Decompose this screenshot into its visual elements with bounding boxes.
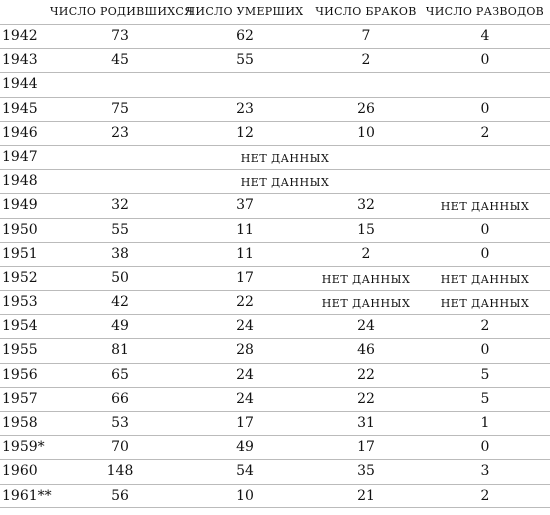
divorces-cell: 2 — [480, 318, 490, 335]
births-cell: 73 — [111, 28, 129, 44]
births-cell: 32 — [111, 197, 129, 214]
table-row — [0, 145, 550, 169]
births-cell: 49 — [111, 318, 129, 335]
table-row — [0, 121, 550, 145]
table-header — [0, 0, 550, 24]
year-cell: 1950 — [2, 221, 38, 238]
births-cell: 75 — [111, 100, 129, 117]
year-cell: 1960 — [2, 463, 38, 480]
marriages-cell: 31 — [357, 415, 375, 431]
year-cell: 1959* — [2, 439, 45, 456]
marriages-cell: 32 — [357, 197, 375, 214]
divorces-cell: 2 — [480, 124, 490, 141]
births-cell: 23 — [111, 124, 129, 141]
table-row — [0, 484, 550, 508]
divorces-cell: 0 — [480, 100, 490, 117]
table-row — [0, 338, 550, 362]
year-cell: 1952 — [2, 269, 38, 286]
deaths-cell: 24 — [236, 318, 254, 335]
births-cell: 65 — [111, 366, 129, 383]
table-row — [0, 435, 550, 459]
year-cell: 1961** — [2, 487, 52, 504]
deaths-cell: 37 — [236, 197, 254, 214]
births-cell: 56 — [111, 487, 129, 504]
births-cell: 45 — [111, 52, 129, 69]
year-cell: 1944 — [2, 76, 38, 93]
year-cell: 1957 — [2, 390, 38, 407]
divorces-cell: 5 — [480, 366, 490, 383]
deaths-cell: 28 — [236, 342, 254, 359]
table-row — [0, 266, 550, 290]
year-cell: 1951 — [2, 245, 38, 262]
year-cell: 1947 — [2, 148, 38, 165]
births-cell: 42 — [111, 294, 129, 311]
year-cell: 1954 — [2, 318, 38, 335]
year-cell: 1955 — [2, 342, 38, 359]
births-cell: 70 — [111, 439, 129, 456]
table-row — [0, 459, 550, 483]
births-cell: 81 — [111, 342, 129, 359]
births-cell: 53 — [111, 415, 129, 431]
table-row — [0, 48, 550, 72]
deaths-cell: 55 — [236, 52, 254, 69]
divorces-cell: 1 — [480, 415, 490, 431]
divorces-cell: НЕТ ДАННЫХ — [440, 200, 530, 214]
divorces-cell: 5 — [480, 390, 490, 407]
marriages-cell: 24 — [357, 318, 375, 335]
divorces-cell: 4 — [480, 28, 490, 44]
divorces-cell: НЕТ ДАННЫХ — [440, 297, 530, 311]
deaths-cell: 24 — [236, 390, 254, 407]
divorces-cell: 0 — [480, 245, 490, 262]
deaths-cell: 24 — [236, 366, 254, 383]
deaths-cell: 49 — [236, 439, 254, 456]
year-cell: 1945 — [2, 100, 38, 117]
header-marriages: ЧИСЛО БРАКОВ — [315, 5, 417, 18]
year-cell: 1946 — [2, 124, 38, 141]
divorces-cell: 0 — [480, 52, 490, 69]
year-cell: 1948 — [2, 173, 38, 190]
marriages-cell: 21 — [357, 487, 375, 504]
divorces-cell: 0 — [480, 342, 490, 359]
deaths-cell: 12 — [236, 124, 254, 141]
no-data-cell: НЕТ ДАННЫХ — [240, 176, 330, 190]
marriages-cell: 2 — [361, 52, 371, 69]
year-cell: 1943 — [2, 52, 38, 69]
deaths-cell: 11 — [236, 221, 254, 238]
table-row — [0, 314, 550, 338]
deaths-cell: 62 — [236, 28, 254, 44]
births-cell: 55 — [111, 221, 129, 238]
year-cell: 1942 — [2, 28, 38, 44]
deaths-cell: 10 — [236, 487, 254, 504]
births-cell: 50 — [111, 269, 129, 286]
table-row — [0, 193, 550, 217]
table-row — [0, 169, 550, 193]
no-data-cell: НЕТ ДАННЫХ — [240, 151, 330, 165]
table-row — [0, 24, 550, 48]
marriages-cell: 35 — [357, 463, 375, 480]
table-body — [0, 24, 550, 508]
deaths-cell: 17 — [236, 415, 254, 431]
marriages-cell: 22 — [357, 366, 375, 383]
table-row — [0, 411, 550, 435]
header-births: ЧИСЛО РОДИВШИХСЯ — [50, 5, 194, 18]
table-row — [0, 97, 550, 121]
year-cell: 1958 — [2, 415, 38, 431]
marriages-cell: 17 — [357, 439, 375, 456]
table-row — [0, 242, 550, 266]
divorces-cell: 2 — [480, 487, 490, 504]
header-divorces: ЧИСЛО РАЗВОДОВ — [425, 5, 545, 18]
divorces-cell: 0 — [480, 221, 490, 238]
marriages-cell: 7 — [361, 28, 371, 44]
marriages-cell: 46 — [357, 342, 375, 359]
year-cell: 1953 — [2, 294, 38, 311]
table-row — [0, 363, 550, 387]
marriages-cell: 26 — [357, 100, 375, 117]
header-deaths: ЧИСЛО УМЕРШИХ — [186, 5, 304, 18]
divorces-cell: НЕТ ДАННЫХ — [440, 272, 530, 286]
births-cell: 148 — [106, 463, 134, 480]
year-cell: 1949 — [2, 197, 38, 214]
table-row — [0, 387, 550, 411]
deaths-cell: 11 — [236, 245, 254, 262]
marriages-cell: 22 — [357, 390, 375, 407]
births-cell: 38 — [111, 245, 129, 262]
marriages-cell: НЕТ ДАННЫХ — [321, 272, 411, 286]
deaths-cell: 54 — [236, 463, 254, 480]
divorces-cell: 3 — [480, 463, 490, 480]
marriages-cell: НЕТ ДАННЫХ — [321, 297, 411, 311]
table-row — [0, 72, 550, 96]
marriages-cell: 10 — [357, 124, 375, 141]
marriages-cell: 15 — [357, 221, 375, 238]
births-cell: 66 — [111, 390, 129, 407]
deaths-cell: 23 — [236, 100, 254, 117]
table-row — [0, 218, 550, 242]
deaths-cell: 17 — [236, 269, 254, 286]
marriages-cell: 2 — [361, 245, 371, 262]
deaths-cell: 22 — [236, 294, 254, 311]
table-row — [0, 290, 550, 314]
divorces-cell: 0 — [480, 439, 490, 456]
year-cell: 1956 — [2, 366, 38, 383]
